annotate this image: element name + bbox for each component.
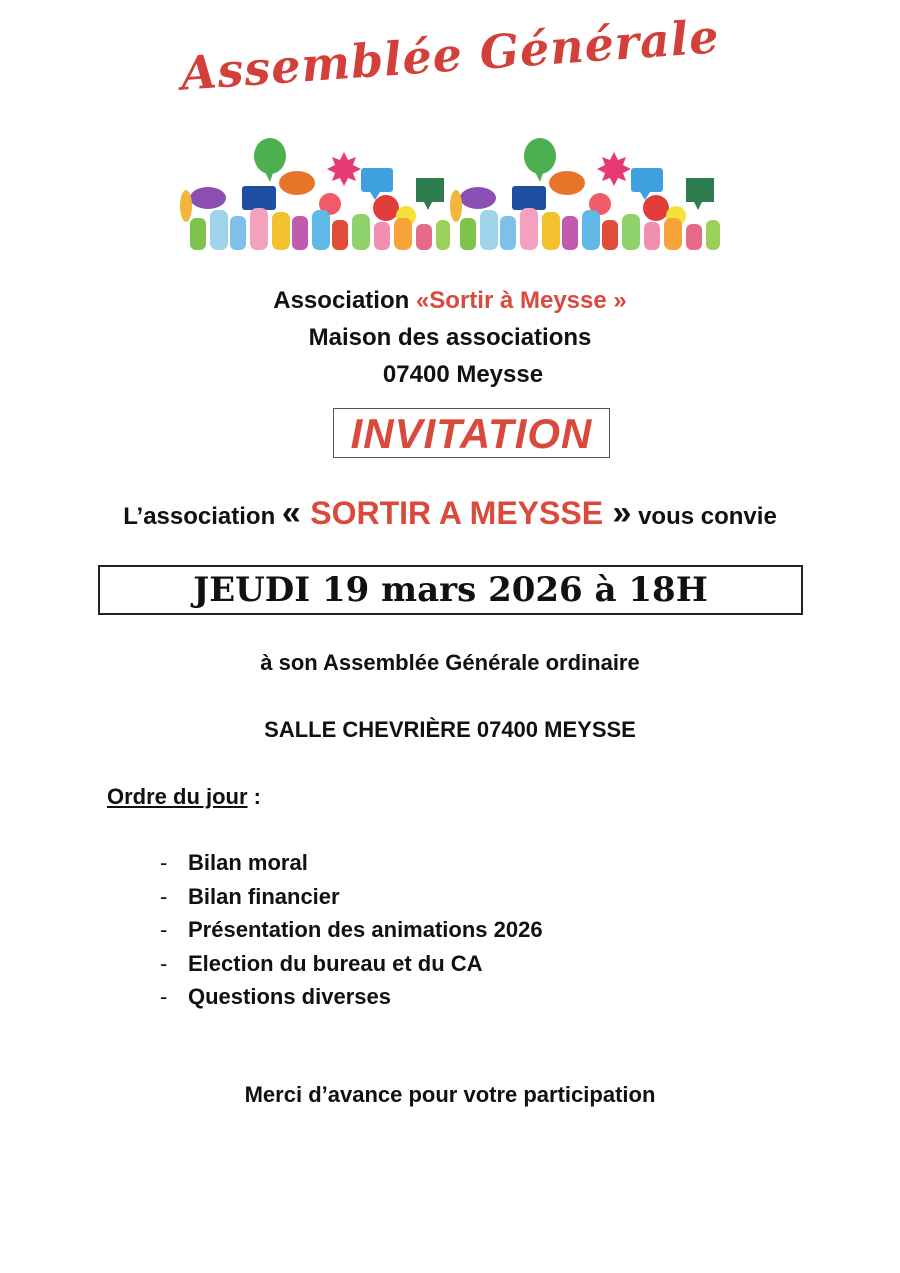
event-purpose: à son Assemblée Générale ordinaire: [260, 650, 640, 675]
association-address-2: 07400 Meysse: [382, 361, 544, 388]
association-info: [0, 282, 900, 393]
association-name-caps: SORTIR A MEYSSE: [310, 495, 604, 531]
list-item: - Présentation des animations 2026: [160, 917, 543, 942]
list-item: - Bilan financier: [160, 883, 340, 909]
thanks-message: Merci d’avance pour votre participation: [244, 1082, 656, 1107]
agenda-list: [160, 846, 543, 1014]
event-date-box: [98, 565, 803, 615]
agenda-heading: Ordre du jour :: [107, 784, 262, 809]
event-date: JEUDI 19 mars 2026 à 18H: [193, 570, 708, 610]
convie-line: L’association « SORTIR A MEYSSE » vous convie: [123, 494, 777, 532]
list-item: - Bilan moral: [160, 850, 308, 875]
invitation-label: INVITATION: [350, 410, 593, 457]
association-name: «Sortir à Meysse »: [415, 287, 627, 314]
page-title: Assemblée Générale: [178, 9, 722, 101]
list-item: - Questions diverses: [160, 984, 391, 1009]
event-location: SALLE CHEVRIÈRE 07400 MEYSSE: [264, 717, 636, 742]
association-name-line: Association «Sortir à Meysse »: [273, 287, 627, 314]
association-address-1: Maison des associations: [308, 324, 592, 351]
speech-bubbles-and-hands-icon: [180, 138, 720, 250]
invitation-box: [333, 408, 610, 458]
list-item: - Election du bureau et du CA: [160, 950, 483, 976]
